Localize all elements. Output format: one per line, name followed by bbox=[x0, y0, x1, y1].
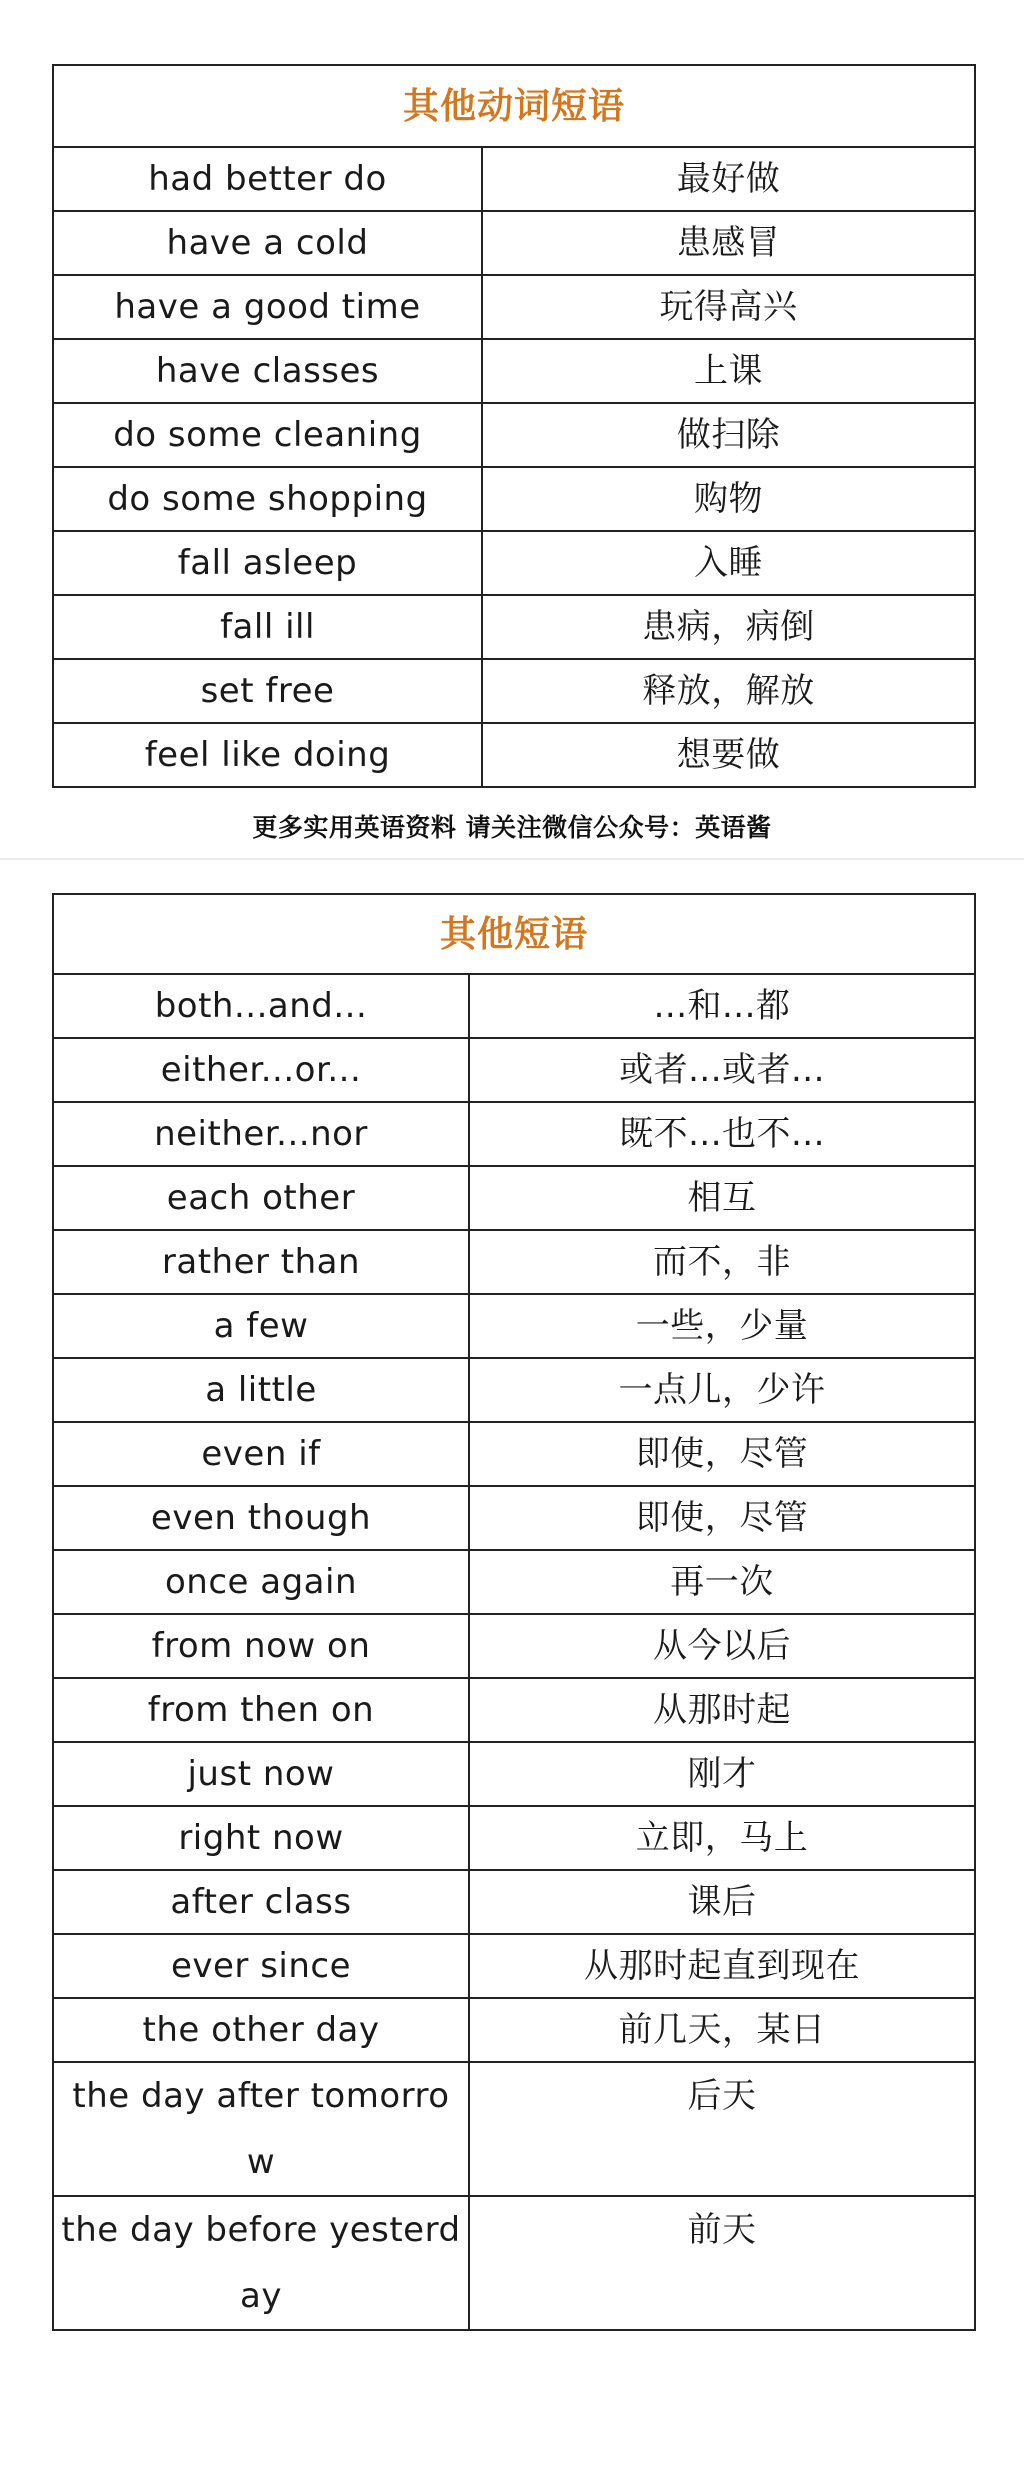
table-row bbox=[53, 595, 975, 659]
english-phrase: from then on bbox=[53, 1678, 469, 1742]
table-row bbox=[53, 147, 975, 211]
table-row bbox=[53, 1998, 975, 2062]
chinese-meaning: 或者...或者... bbox=[469, 1038, 975, 1102]
chinese-meaning: 立即，马上 bbox=[469, 1806, 975, 1870]
table-row bbox=[53, 1038, 975, 1102]
table-row bbox=[53, 2196, 975, 2330]
table-row bbox=[53, 974, 975, 1038]
chinese-meaning: 想要做 bbox=[482, 723, 975, 787]
chinese-meaning: 即使，尽管 bbox=[469, 1422, 975, 1486]
chinese-meaning: 做扫除 bbox=[482, 403, 975, 467]
english-phrase: each other bbox=[53, 1166, 469, 1230]
english-phrase: fall asleep bbox=[53, 531, 482, 595]
table-row bbox=[53, 339, 975, 403]
english-phrase: right now bbox=[53, 1806, 469, 1870]
table-row bbox=[53, 1358, 975, 1422]
verb-phrases-table bbox=[52, 64, 976, 788]
table-row bbox=[53, 403, 975, 467]
table-row bbox=[53, 1742, 975, 1806]
other-phrases-table bbox=[52, 893, 976, 2331]
chinese-meaning: 而不，非 bbox=[469, 1230, 975, 1294]
english-phrase: set free bbox=[53, 659, 482, 723]
table-row bbox=[53, 275, 975, 339]
table-row bbox=[53, 1486, 975, 1550]
table-row bbox=[53, 1230, 975, 1294]
chinese-meaning: 一点儿，少许 bbox=[469, 1358, 975, 1422]
chinese-meaning: 患病，病倒 bbox=[482, 595, 975, 659]
promo-footer-note: 更多实用英语资料 请关注微信公众号：英语酱 bbox=[252, 813, 772, 842]
english-phrase: after class bbox=[53, 1870, 469, 1934]
english-phrase: neither...nor bbox=[53, 1102, 469, 1166]
table-row bbox=[53, 1806, 975, 1870]
table-row bbox=[53, 1870, 975, 1934]
english-phrase: once again bbox=[53, 1550, 469, 1614]
chinese-meaning: 一些，少量 bbox=[469, 1294, 975, 1358]
english-phrase: have a good time bbox=[53, 275, 482, 339]
table-title: 其他动词短语 bbox=[53, 65, 975, 147]
table-title-row bbox=[53, 894, 975, 974]
english-phrase: a little bbox=[53, 1358, 469, 1422]
english-phrase: do some shopping bbox=[53, 467, 482, 531]
table-row bbox=[53, 1678, 975, 1742]
chinese-meaning: 最好做 bbox=[482, 147, 975, 211]
english-phrase: just now bbox=[53, 1742, 469, 1806]
english-phrase: fall ill bbox=[53, 595, 482, 659]
table-row bbox=[53, 1102, 975, 1166]
chinese-meaning: 既不...也不... bbox=[469, 1102, 975, 1166]
table-row bbox=[53, 1614, 975, 1678]
table-row bbox=[53, 1166, 975, 1230]
english-phrase: do some cleaning bbox=[53, 403, 482, 467]
english-phrase: even though bbox=[53, 1486, 469, 1550]
chinese-meaning: 上课 bbox=[482, 339, 975, 403]
english-phrase: from now on bbox=[53, 1614, 469, 1678]
english-phrase: have a cold bbox=[53, 211, 482, 275]
english-phrase: rather than bbox=[53, 1230, 469, 1294]
table-row bbox=[53, 723, 975, 787]
chinese-meaning: 购物 bbox=[482, 467, 975, 531]
chinese-meaning: ...和...都 bbox=[469, 974, 975, 1038]
english-phrase: feel like doing bbox=[53, 723, 482, 787]
chinese-meaning: 相互 bbox=[469, 1166, 975, 1230]
table-row bbox=[53, 1294, 975, 1358]
chinese-meaning: 从那时起直到现在 bbox=[469, 1934, 975, 1998]
english-phrase: both...and... bbox=[53, 974, 469, 1038]
english-phrase: the day before yesterday bbox=[53, 2196, 469, 2330]
table-row bbox=[53, 211, 975, 275]
chinese-meaning: 再一次 bbox=[469, 1550, 975, 1614]
chinese-meaning: 前几天，某日 bbox=[469, 1998, 975, 2062]
english-phrase: have classes bbox=[53, 339, 482, 403]
table-row bbox=[53, 1934, 975, 1998]
chinese-meaning: 从那时起 bbox=[469, 1678, 975, 1742]
table-row bbox=[53, 531, 975, 595]
table-row bbox=[53, 659, 975, 723]
english-phrase: a few bbox=[53, 1294, 469, 1358]
chinese-meaning: 即使，尽管 bbox=[469, 1486, 975, 1550]
chinese-meaning: 前天 bbox=[469, 2196, 975, 2330]
table-title: 其他短语 bbox=[53, 894, 975, 974]
english-phrase: ever since bbox=[53, 1934, 469, 1998]
chinese-meaning: 患感冒 bbox=[482, 211, 975, 275]
chinese-meaning: 释放，解放 bbox=[482, 659, 975, 723]
english-phrase: the other day bbox=[53, 1998, 469, 2062]
chinese-meaning: 课后 bbox=[469, 1870, 975, 1934]
table-row bbox=[53, 1550, 975, 1614]
english-phrase: either...or... bbox=[53, 1038, 469, 1102]
table-row bbox=[53, 1422, 975, 1486]
table-row bbox=[53, 2062, 975, 2196]
table-title-row bbox=[53, 65, 975, 147]
chinese-meaning: 后天 bbox=[469, 2062, 975, 2196]
english-phrase: the day after tomorrow bbox=[53, 2062, 469, 2196]
english-phrase: even if bbox=[53, 1422, 469, 1486]
chinese-meaning: 玩得高兴 bbox=[482, 275, 975, 339]
table-row bbox=[53, 467, 975, 531]
english-phrase: had better do bbox=[53, 147, 482, 211]
chinese-meaning: 入睡 bbox=[482, 531, 975, 595]
chinese-meaning: 刚才 bbox=[469, 1742, 975, 1806]
chinese-meaning: 从今以后 bbox=[469, 1614, 975, 1678]
section-divider bbox=[0, 858, 1024, 860]
